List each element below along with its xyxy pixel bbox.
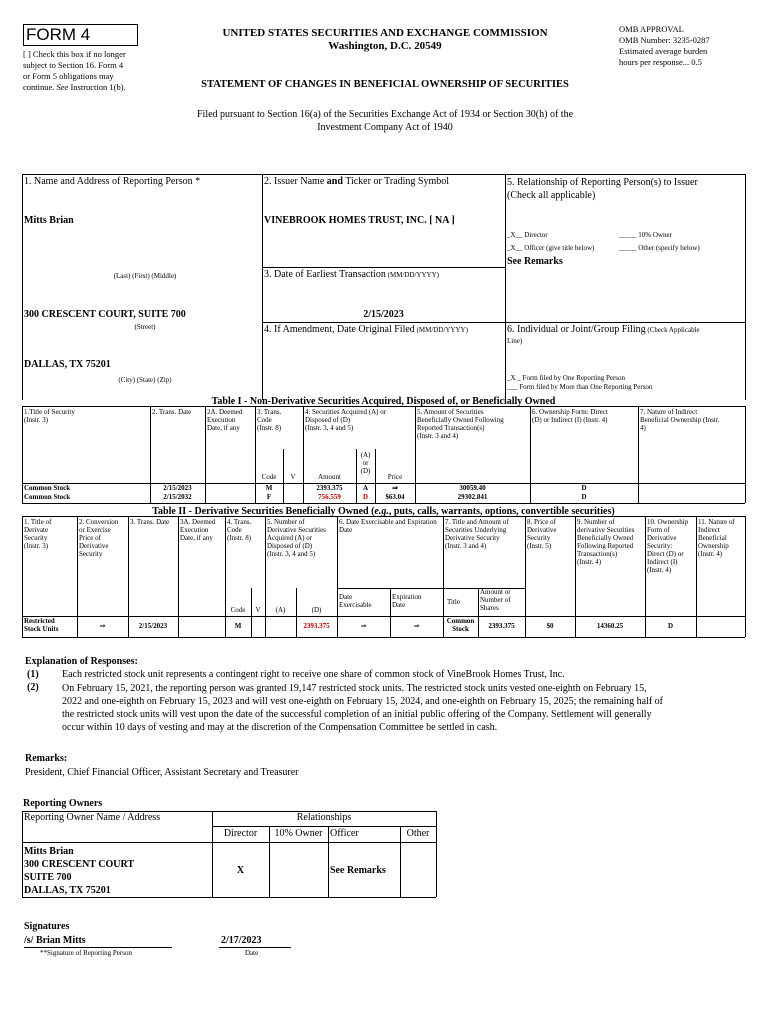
t1-h2a: 2A. Deemed Execution Date, if any: [207, 408, 243, 433]
table1-title: Table I - Non-Derivative Securities Acquired, Disposed of, or Beneficially Owned: [211, 396, 556, 407]
reporting-street: 300 CRESCENT COURT, SUITE 700: [24, 309, 186, 320]
t2-sub-code: Code: [230, 606, 246, 614]
signature-name: /s/ Brian Mitts: [24, 935, 86, 946]
remarks-heading: Remarks:: [25, 753, 68, 764]
t1-sub-v: V: [290, 473, 296, 481]
name-caption: (Last) (First) (Middle): [113, 272, 177, 280]
box6-label: 6. Individual or Joint/Group Filing (Check Applicable: [507, 324, 700, 335]
t2-sub-a: (A): [275, 606, 286, 614]
remarks-text: President, Chief Financial Officer, Assistant Secretary and Treasurer: [25, 767, 299, 778]
earliest-transaction-date: 2/15/2023: [363, 309, 404, 320]
checkbox-note: [ ] Check this box if no longer subject to Section 16. Form 4 or Form 5 obligations may continue. See Instruction 1(b).: [23, 49, 126, 92]
owners-col-relationships: Relationships: [296, 812, 352, 823]
owner10-check: _____ 10% Owner: [619, 231, 672, 239]
box6-opt2: ___ Form filed by More than One Reporting Person: [507, 383, 653, 391]
box5-see-remarks: See Remarks: [507, 256, 563, 267]
owners-col-owner10: 10% Owner: [274, 828, 323, 839]
city-caption: (City) (State) (Zip): [118, 376, 172, 384]
box6-line: Line): [507, 337, 523, 345]
issuer-name: VINEBROOK HOMES TRUST, INC. [ NA ]: [264, 215, 455, 226]
box2-label: 2. Issuer Name and Ticker or Trading Symbol: [264, 176, 450, 187]
street-caption: (Street): [134, 323, 156, 331]
t2-h9: 9. Number of derivative Securities Beneficially Owned Following Reported Transaction(s) (Instr. 4): [577, 518, 635, 567]
box5-label: 5. Relationship of Reporting Person(s) to Issuer (Check all applicable): [507, 177, 698, 201]
t2-sub-exercisable: Date Exercisable: [339, 593, 372, 610]
t2-h6: 6. Date Exercisable and Expiration Date: [339, 518, 437, 535]
t2-h11: 11. Nature of Indirect Beneficial Ownership (Instr. 4): [698, 518, 735, 559]
owner-officer-value: See Remarks: [330, 865, 386, 876]
director-check: _X__ Director: [507, 231, 548, 239]
agency-name: UNITED STATES SECURITIES AND EXCHANGE COMMISSION Washington, D.C. 20549: [222, 27, 548, 52]
owners-col-officer: Officer: [330, 828, 359, 839]
t1-sub-aord: (A) or (D): [360, 451, 371, 476]
filed-pursuant: Filed pursuant to Section 16(a) of the Securities Exchange Act of 1934 or Section 30(h) of the Investment Company Act of 1940: [196, 109, 574, 133]
t2-h10: 10. Ownership Form of Derivative Security: Direct (D) or Indirect (I) (Instr. 4): [647, 518, 689, 575]
explanation-text-1: Each restricted stock unit represents a contingent right to receive one share of common stock of VineBrook Homes Trust, Inc.: [62, 669, 565, 680]
owners-col-name: Reporting Owner Name / Address: [24, 812, 161, 823]
reporting-city: DALLAS, TX 75201: [24, 359, 111, 370]
t2-h1: 1. Title of Derivate Security (Instr. 3): [24, 518, 52, 551]
explanation-text-2: On February 15, 2021, the reporting person was granted 19,147 restricted stock units. The restricted stock units vested one-eighth on February 15, 2022 and one-eighth on February 15, 2023 and will vest one-eighth on February 15, 2024, and one-eighth on February 15, 2025; the remaining half of the restricted stock units will vest upon the date of the successful completion of an initial public offering of the Company. Settlement will generally occur within 10 days of vesting and may at the discretion of the Compensation Committee be settled in cash.: [62, 683, 663, 733]
statement-title: STATEMENT OF CHANGES IN BENEFICIAL OWNERSHIP OF SECURITIES: [201, 79, 569, 90]
box6-opt1: _X _ Form filed by One Reporting Person: [507, 374, 626, 382]
other-check: _____ Other (specify below): [619, 244, 700, 252]
table2-title: Table II - Derivative Securities Beneficially Owned (e.g., puts, calls, warrants, options, convertible securities): [152, 506, 615, 517]
owner-address: Mitts Brian 300 CRESCENT COURT SUITE 700 DALLAS, TX 75201: [24, 846, 135, 896]
t1-h3: 3. Trans. Code (Instr. 8): [257, 408, 282, 433]
t1-h6: 6. Ownership Form: Direct (D) or Indirect (I) (Instr. 4): [532, 408, 608, 425]
officer-check: _X__ Officer (give title below): [507, 244, 595, 252]
t1-h1: 1.Title of Security (Instr. 3): [24, 408, 75, 425]
box3-label: 3. Date of Earliest Transaction (MM/DD/YYYY): [264, 269, 440, 280]
owners-col-director: Director: [223, 828, 258, 839]
t2-h2: 2. Conversion or Exercise Price of Derivative Security: [79, 518, 119, 559]
t2-h7: 7. Title and Amount of Securities Underlying Derivative Security (Instr. 3 and 4): [445, 518, 509, 551]
t1-h2: 2. Trans. Date: [152, 408, 192, 416]
signature-caption: **Signature of Reporting Person: [40, 949, 132, 957]
omb-approval: OMB APPROVAL OMB Number: 3235-0287 Estimated average burden hours per response... 0.5: [619, 24, 710, 67]
signatures-heading: Signatures: [24, 921, 70, 932]
t2-h5: 5. Number of Derivative Securities Acquired (A) or Disposed of (D) (Instr. 3, 4 and 5): [267, 518, 326, 559]
t2-sub-expiration: Expiration Date: [392, 593, 422, 610]
t2-h3: 3. Trans. Date: [130, 518, 170, 526]
t1-sub-price: Price: [387, 473, 403, 481]
date-caption: Date: [245, 949, 259, 957]
box1-label: 1. Name and Address of Reporting Person *: [24, 176, 201, 187]
t1-h5: 5. Amount of Securities Beneficially Owned Following Reported Transaction(s) (Instr. 3 and 4): [417, 408, 504, 441]
t2-h8: 8. Price of Derivative Security (Instr. 5): [527, 518, 557, 551]
reporting-person-name: Mitts Brian: [24, 215, 74, 226]
t1-h7: 7. Nature of Indirect Beneficial Ownership (Instr. 4): [640, 408, 720, 433]
signature-date: 2/17/2023: [221, 935, 262, 946]
t1-h4: 4. Securities Acquired (A) or Disposed of (D) (Instr. 3, 4 and 5): [305, 408, 387, 433]
box4-label: 4. If Amendment, Date Original Filed (MM/DD/YYYY): [264, 324, 468, 335]
form-title: FORM 4: [26, 25, 91, 44]
t2-sub-v: V: [255, 606, 261, 614]
owners-heading: Reporting Owners: [23, 798, 103, 809]
owners-col-other: Other: [406, 828, 430, 839]
t2-h4: 4. Trans. Code (Instr. 8): [227, 518, 252, 543]
t2-sub-amount: Amount or Number of Shares: [480, 588, 511, 613]
explanation-num-1: (1): [27, 669, 39, 680]
t1-sub-amount: Amount: [318, 473, 341, 481]
t1-sub-code: Code: [261, 473, 277, 481]
explanations-heading: Explanation of Responses:: [25, 656, 138, 667]
t2-sub-d: (D): [311, 606, 322, 614]
owner-director-mark: X: [236, 865, 245, 876]
t2-h3a: 3A. Deemed Execution Date, if any: [180, 518, 216, 543]
t2-sub-title: Title: [447, 598, 460, 606]
explanation-num-2: (2): [27, 682, 39, 693]
